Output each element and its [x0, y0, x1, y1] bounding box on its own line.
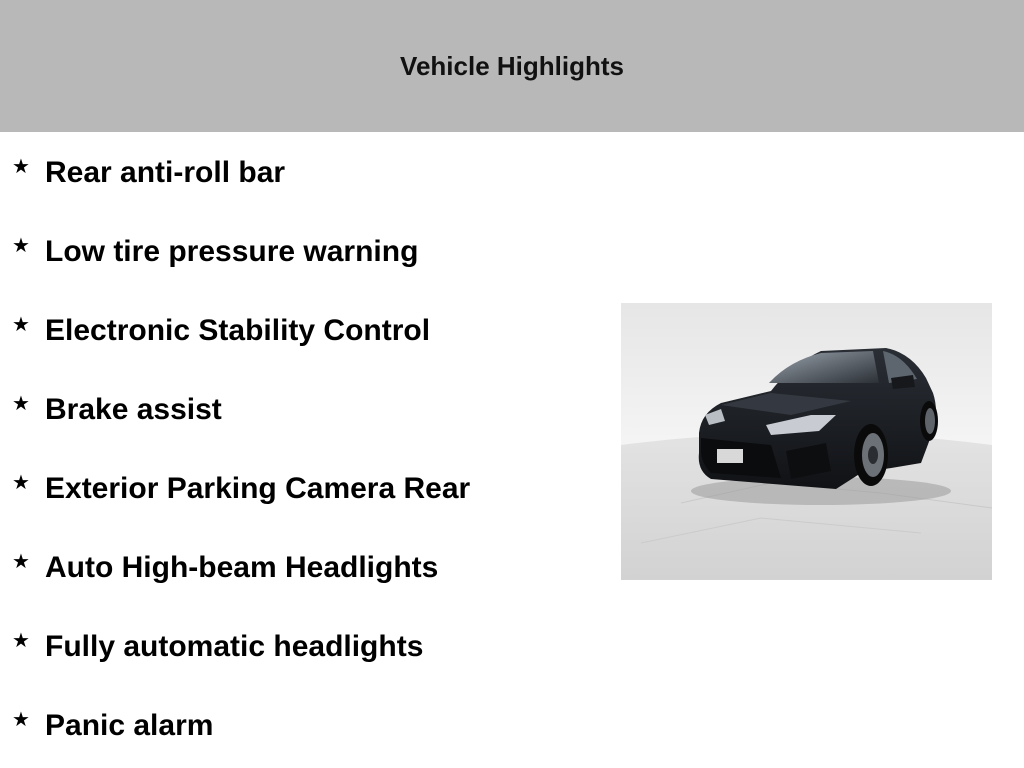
- header-banner: [0, 0, 1024, 132]
- star-icon: ★: [12, 630, 30, 652]
- star-icon: ★: [12, 472, 30, 494]
- star-icon: ★: [12, 709, 30, 731]
- page-title: Vehicle Highlights: [400, 50, 624, 81]
- star-icon: ★: [12, 551, 30, 573]
- star-icon: ★: [12, 393, 30, 415]
- highlight-label: Auto High-beam Headlights: [45, 551, 439, 584]
- list-item: [12, 153, 285, 193]
- highlight-label: Brake assist: [45, 393, 222, 426]
- list-item: [12, 469, 470, 509]
- list-item: [12, 311, 430, 351]
- highlight-label: Exterior Parking Camera Rear: [45, 472, 471, 505]
- list-item: [12, 548, 438, 588]
- highlight-label: Low tire pressure warning: [45, 235, 419, 268]
- car-photo: [621, 303, 992, 580]
- list-item: [12, 232, 418, 272]
- list-item: [12, 390, 222, 430]
- highlight-label: Rear anti-roll bar: [45, 156, 286, 189]
- star-icon: ★: [12, 156, 30, 178]
- star-icon: ★: [12, 235, 30, 257]
- list-item: [12, 706, 213, 746]
- highlight-label: Electronic Stability Control: [45, 314, 431, 347]
- list-item: [12, 627, 423, 667]
- star-icon: ★: [12, 314, 30, 336]
- highlight-label: Panic alarm: [45, 709, 214, 742]
- highlight-label: Fully automatic headlights: [45, 630, 424, 663]
